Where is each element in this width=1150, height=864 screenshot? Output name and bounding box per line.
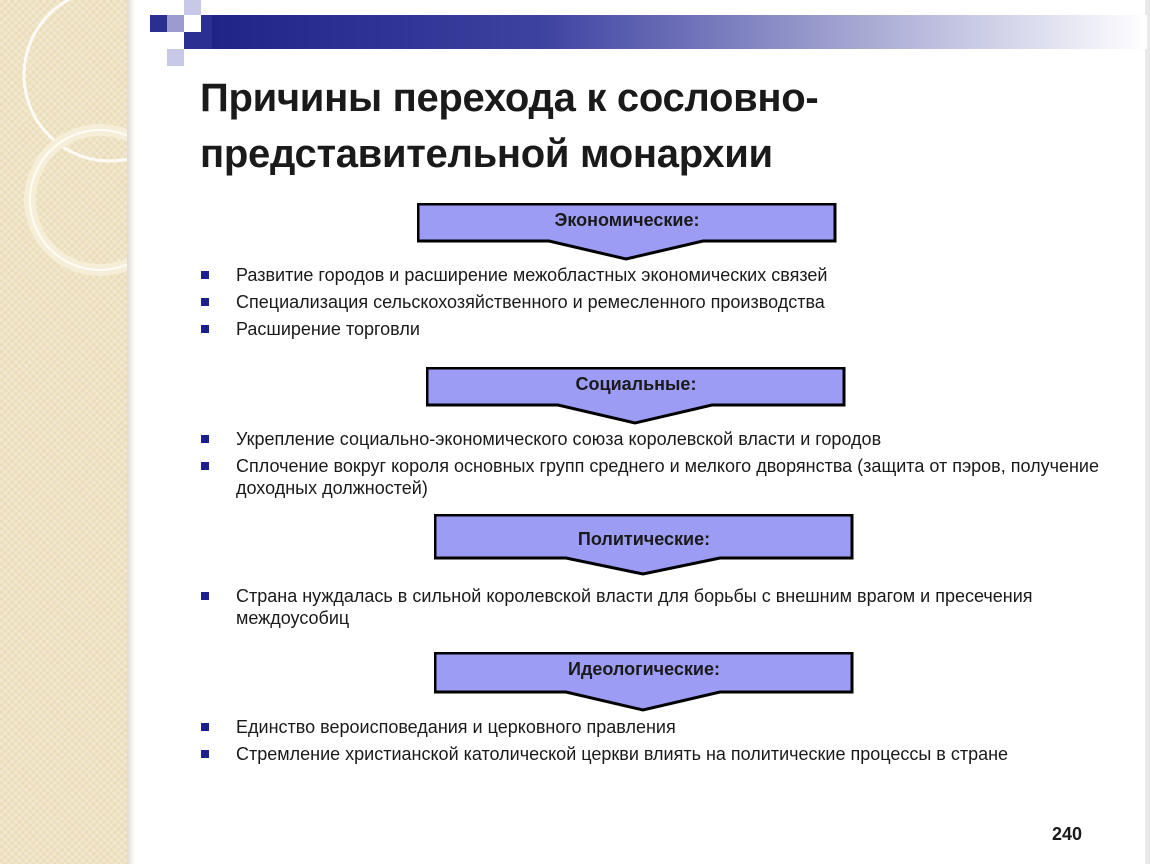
list-item: Сплочение вокруг короля основных групп среднего и мелкого дворянства (защита от пэров, получение доходных должностей) <box>200 455 1100 499</box>
page-number: 240 <box>1052 824 1083 844</box>
section-heading-economic: Экономические: <box>554 210 700 230</box>
list-item: Специализация сельскохозяйственного и ремесленного производства <box>200 291 1100 313</box>
section-list-ideological <box>200 716 1100 770</box>
header-square-2 <box>167 15 184 32</box>
header-square-1 <box>150 15 167 32</box>
square-bullet-icon <box>201 325 209 333</box>
slide-right-edge <box>1145 0 1150 864</box>
header-square-6 <box>201 15 212 49</box>
list-item: Укрепление социально-экономического союза королевской власти и городов <box>200 428 1100 450</box>
header-gradient-bar <box>212 15 1147 49</box>
section-list-social <box>200 428 1100 504</box>
header-square-3 <box>184 0 201 15</box>
decorative-side-panel <box>0 0 127 864</box>
side-panel-shadow <box>127 0 135 864</box>
section-list-economic <box>200 264 1100 345</box>
square-bullet-icon <box>201 298 209 306</box>
square-bullet-icon <box>201 723 209 731</box>
square-bullet-icon <box>201 592 209 600</box>
list-item: Стремление христианской католической церкви влиять на политические процессы в стране <box>200 743 1100 765</box>
list-item: Единство вероисповедания и церковного правления <box>200 716 1100 738</box>
square-bullet-icon <box>201 462 209 470</box>
header-square-4 <box>184 32 201 49</box>
list-item: Страна нуждалась в сильной королевской власти для борьбы с внешним врагом и пресечения междоусобиц <box>200 585 1100 629</box>
square-bullet-icon <box>201 271 209 279</box>
square-bullet-icon <box>201 435 209 443</box>
slide-title: Причины перехода к сословно-представительной монархии <box>200 76 819 176</box>
header-square-5 <box>167 49 184 66</box>
section-heading-social: Социальные: <box>575 374 697 394</box>
list-item: Расширение торговли <box>200 318 1100 340</box>
section-heading-ideological: Идеологические: <box>568 659 720 679</box>
section-list-political <box>200 585 1100 634</box>
square-bullet-icon <box>201 750 209 758</box>
decorative-circles-icon <box>0 0 127 864</box>
section-heading-political: Политические: <box>577 529 711 549</box>
list-item: Развитие городов и расширение межобластных экономических связей <box>200 264 1100 286</box>
